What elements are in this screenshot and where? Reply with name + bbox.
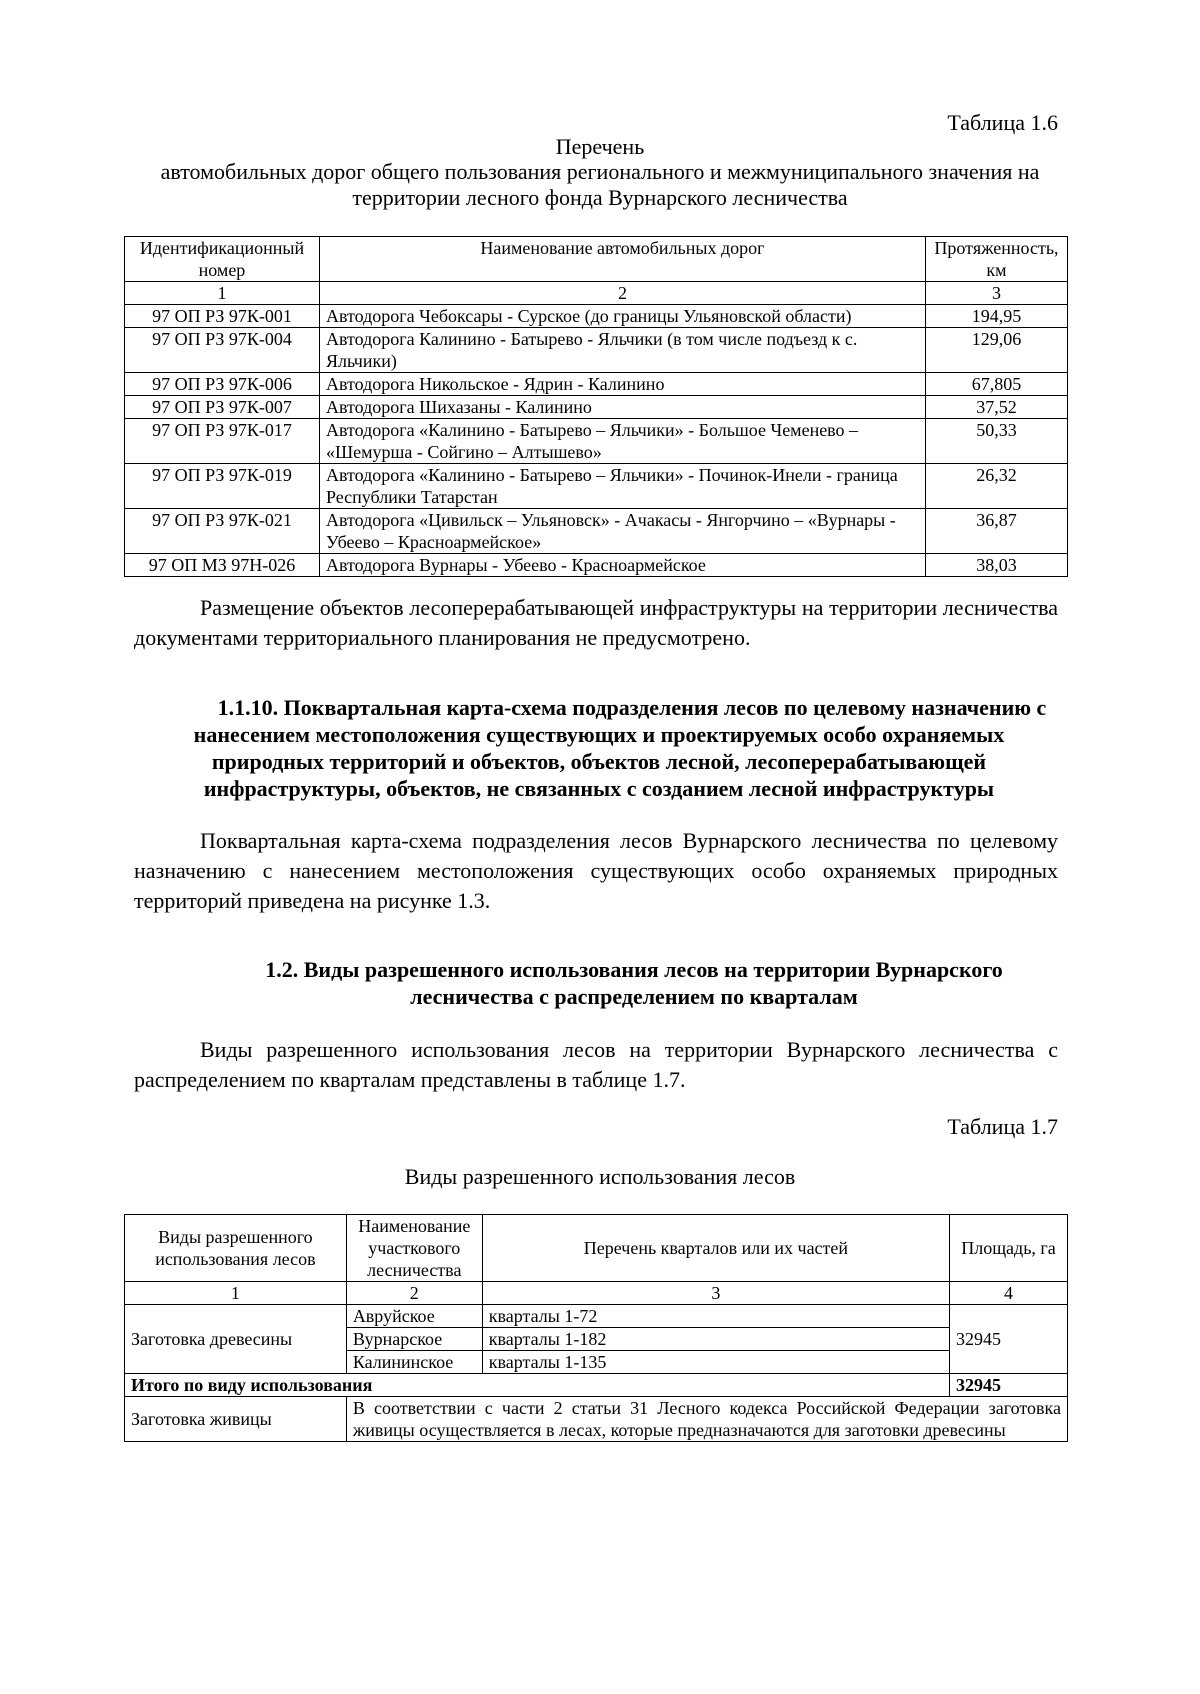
resin-description: В соответствии с части 2 статьи 31 Лесного кодекса Российской Федерации заготовка живицы осуществляется в лесах, которые предназначаются для заготовки древесины: [346, 1397, 1067, 1442]
road-length: 37,52: [926, 396, 1068, 419]
table-header-row: [125, 237, 1068, 282]
quarters-list: кварталы 1-182: [482, 1328, 949, 1351]
total-row: [125, 1374, 1068, 1397]
forestry-name: Калининское: [346, 1351, 482, 1374]
total-label: Итого по виду использования: [125, 1374, 950, 1397]
table-row: [125, 305, 1068, 328]
road-id: 97 ОП РЗ 97К-004: [125, 328, 320, 373]
forest-use-table: [124, 1214, 1068, 1442]
section-1-1-10-heading: 1.1.10. Поквартальная карта-схема подразделения лесов по целевому назначению с нанесением местоположения существующих и проектируемых особо охраняемых природных территорий и объектов, объектов лесной, лесоперерабатывающей инфраструктуры, объектов, не связанных с созданием лесной инфраструктуры: [193, 695, 1047, 801]
table-row: [125, 328, 1068, 373]
road-name: Автодорога Чебоксары - Сурское (до границы Ульяновской области): [319, 305, 925, 328]
table-1-6-title-line2: автомобильных дорог общего пользования регионального и межмуниципального значения на: [160, 159, 1040, 184]
road-length: 129,06: [926, 328, 1068, 373]
table-row: [125, 464, 1068, 509]
road-name: Автодорога Калинино - Батырево - Яльчики (в том числе подъезд к с. Яльчики): [319, 328, 925, 373]
table-1-6-title-line3: территории лесного фонда Вурнарского лесничества: [352, 185, 848, 210]
col-number: 2: [346, 1282, 482, 1305]
header-length: Протяженность, км: [926, 237, 1068, 282]
header-road-name: Наименование автомобильных дорог: [319, 237, 925, 282]
column-number-row: [125, 1282, 1068, 1305]
forestry-name: Вурнарское: [346, 1328, 482, 1351]
road-name: Автодорога Шихазаны - Калинино: [319, 396, 925, 419]
table-1-6-label: Таблица 1.6: [947, 110, 1058, 135]
header-forestry: Наименование участкового лесничества: [346, 1215, 482, 1282]
table-1-6-title-line1: Перечень: [555, 134, 645, 159]
road-name: Автодорога «Калинино - Батырево – Яльчики» - Большое Чеменево – «Шемурша - Сойгино – Алтышево»: [319, 419, 925, 464]
total-value: 32945: [950, 1374, 1068, 1397]
quarters-list: кварталы 1-72: [482, 1305, 949, 1328]
section-1-2-text: Виды разрешенного использования лесов на территории Вурнарского лесничества с распределением по кварталам представлены в таблице 1.7.: [134, 1037, 1058, 1092]
col-number: 1: [125, 282, 320, 305]
col-number: 4: [950, 1282, 1068, 1305]
header-id: Идентификационный номер: [125, 237, 320, 282]
road-name: Автодорога Никольское - Ядрин - Калинино: [319, 373, 925, 396]
road-length: 194,95: [926, 305, 1068, 328]
table-1-7-title: Виды разрешенного использования лесов: [404, 1164, 796, 1189]
table-row: [125, 396, 1068, 419]
road-name: Автодорога Вурнары - Убеево - Красноармейское: [319, 554, 925, 577]
section-1-2-heading: 1.2. Виды разрешенного использования лесов на территории Вурнарского лесничества с распределением по кварталам: [265, 957, 1003, 1009]
roads-table: [124, 236, 1068, 577]
area-value: 32945: [950, 1305, 1068, 1374]
header-use-type: Виды разрешенного использования лесов: [125, 1215, 347, 1282]
use-type-resin: Заготовка живицы: [125, 1397, 347, 1442]
road-id: 97 ОП МЗ 97Н-026: [125, 554, 320, 577]
road-id: 97 ОП РЗ 97К-019: [125, 464, 320, 509]
col-number: 3: [482, 1282, 949, 1305]
quarters-list: кварталы 1-135: [482, 1351, 949, 1374]
road-length: 26,32: [926, 464, 1068, 509]
road-id: 97 ОП РЗ 97К-017: [125, 419, 320, 464]
road-id: 97 ОП РЗ 97К-021: [125, 509, 320, 554]
table-1-7-label: Таблица 1.7: [947, 1114, 1058, 1139]
road-length: 38,03: [926, 554, 1068, 577]
col-number: 3: [926, 282, 1068, 305]
header-quarters: Перечень кварталов или их частей: [482, 1215, 949, 1282]
forestry-name: Авруйское: [346, 1305, 482, 1328]
road-length: 50,33: [926, 419, 1068, 464]
road-name: Автодорога «Цивильск – Ульяновск» - Ачакасы - Янгорчино – «Вурнары - Убеево – Красноармейское»: [319, 509, 925, 554]
table-header-row: [125, 1215, 1068, 1282]
road-name: Автодорога «Калинино - Батырево – Яльчики» - Починок-Инели - граница Республики Татарстан: [319, 464, 925, 509]
road-id: 97 ОП РЗ 97К-001: [125, 305, 320, 328]
header-area: Площадь, га: [950, 1215, 1068, 1282]
col-number: 1: [125, 1282, 347, 1305]
road-id: 97 ОП РЗ 97К-007: [125, 396, 320, 419]
section-1-1-10-text: Поквартальная карта-схема подразделения лесов Вурнарского лесничества по целевому назначению с нанесением местоположения существующих особо охраняемых природных территорий приведена на рисунке 1.3.: [134, 828, 1058, 913]
table-row: [125, 419, 1068, 464]
infrastructure-paragraph: Размещение объектов лесоперерабатывающей инфраструктуры на территории лесничества документами территориального планирования не предусмотрено.: [134, 595, 1058, 650]
use-type-timber: Заготовка древесины: [125, 1305, 347, 1374]
road-length: 36,87: [926, 509, 1068, 554]
table-row: [125, 373, 1068, 396]
col-number: 2: [319, 282, 925, 305]
table-row: [125, 1305, 1068, 1328]
table-row: [125, 509, 1068, 554]
table-row: [125, 1397, 1068, 1442]
table-row: [125, 554, 1068, 577]
column-number-row: [125, 282, 1068, 305]
road-id: 97 ОП РЗ 97К-006: [125, 373, 320, 396]
road-length: 67,805: [926, 373, 1068, 396]
